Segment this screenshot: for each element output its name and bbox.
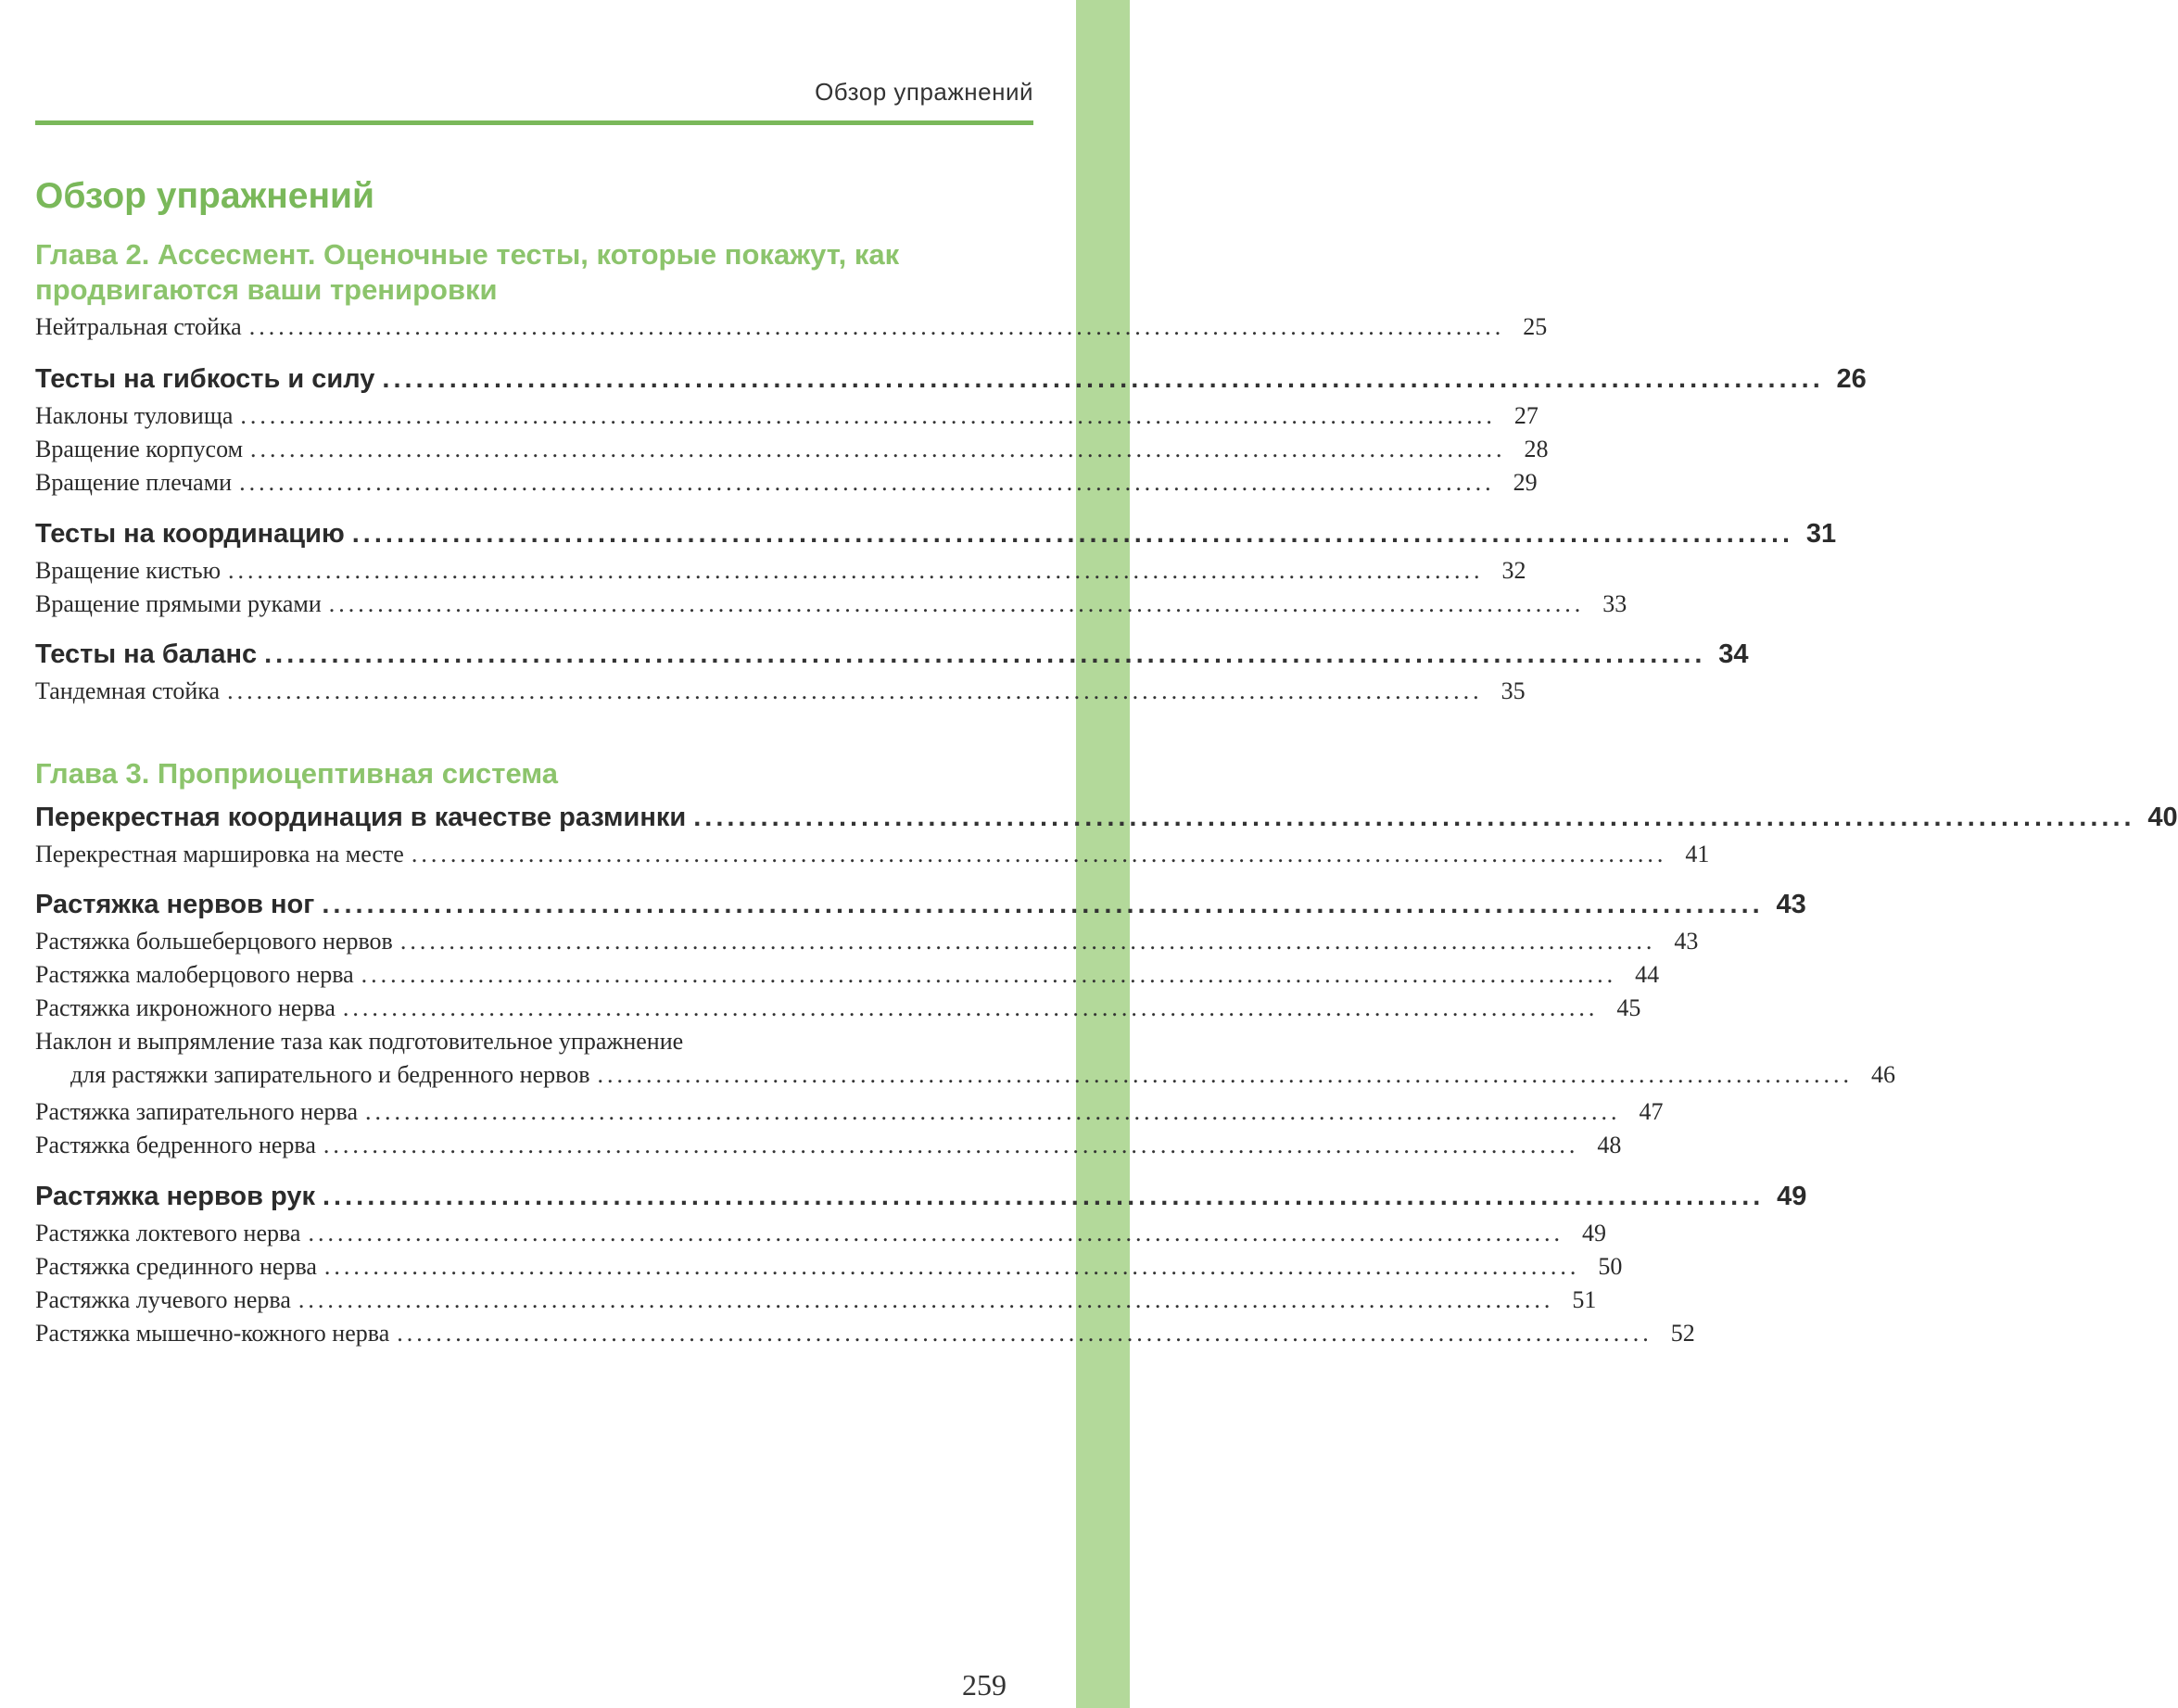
toc-entry-label: Перекрестная маршировка на месте xyxy=(35,841,404,867)
toc-entry-page: 52 xyxy=(1670,1320,1695,1347)
toc-section-page: 34 xyxy=(1718,639,1749,669)
toc-entry[interactable] xyxy=(35,677,1526,705)
toc-entry-page: 44 xyxy=(1635,961,1660,988)
toc-entry-label: Растяжка лучевого нерва xyxy=(35,1286,291,1313)
leader-dots: ................................................................................................................................. xyxy=(342,994,1599,1021)
toc-entry-page: 27 xyxy=(1513,402,1539,429)
toc-section[interactable] xyxy=(35,1182,1807,1212)
page-title: Обзор упражнений xyxy=(35,176,374,216)
leader-dots: ................................................................................................................................. xyxy=(264,639,1706,669)
toc-entry-label: Растяжка срединного нерва xyxy=(35,1253,317,1280)
toc-entry[interactable] xyxy=(35,1132,1622,1159)
running-head: Обзор упражнений xyxy=(815,78,1033,106)
toc-entry-label: Растяжка малоберцового нерва xyxy=(35,961,354,988)
toc-entry-label: Растяжка икроножного нерва xyxy=(35,994,336,1021)
toc-entry-page: 33 xyxy=(1602,590,1627,617)
toc-entry-label: Вращение кистью xyxy=(35,557,222,584)
toc-entry-label: Растяжка бедренного нерва xyxy=(35,1132,316,1158)
toc-entry-label: Растяжка большеберцового нервов xyxy=(35,928,393,955)
toc-entry-label: Вращение плечами xyxy=(35,469,233,496)
toc-entry[interactable] xyxy=(35,961,1660,989)
leader-dots: ................................................................................................................................. xyxy=(227,677,1483,704)
toc-entry[interactable] xyxy=(35,469,1538,497)
leader-dots: ................................................................................................................................. xyxy=(399,928,1656,955)
leader-dots: ................................................................................................................................. xyxy=(323,1132,1579,1158)
toc-entry-label: Растяжка мышечно-кожного нерва xyxy=(35,1320,390,1347)
leader-dots: ................................................................................................................................. xyxy=(323,1253,1580,1280)
toc-section[interactable] xyxy=(35,364,1867,395)
toc-section-page: 31 xyxy=(1805,519,1837,549)
leader-dots: ................................................................................................................................. xyxy=(382,364,1824,394)
toc-entry[interactable] xyxy=(35,1098,1664,1126)
toc-section-page: 26 xyxy=(1836,364,1867,394)
toc-entry-label: Вращение корпусом xyxy=(35,436,244,462)
toc-entry-label: Растяжка запирательного нерва xyxy=(35,1098,359,1125)
toc-entry-label: Растяжка локтевого нерва xyxy=(35,1220,301,1246)
leader-dots: ................................................................................................................................. xyxy=(397,1320,1652,1347)
toc-entry-page: 45 xyxy=(1616,994,1641,1021)
leader-dots: ................................................................................................................................. xyxy=(308,1220,1564,1246)
toc-section[interactable] xyxy=(35,803,2178,833)
toc-section-label: Тесты на баланс xyxy=(35,639,258,669)
toc-entry[interactable] xyxy=(35,1220,1606,1247)
toc-section[interactable] xyxy=(35,519,1837,550)
toc-entry-multiline[interactable] xyxy=(35,1028,1895,1089)
leader-dots: ................................................................................................................................. xyxy=(322,1182,1765,1211)
leader-dots: ................................................................................................................................. xyxy=(361,961,1617,988)
leader-dots: ................................................................................................................................. xyxy=(351,519,1794,549)
toc-entry-label: Нейтральная стойка xyxy=(35,313,242,340)
toc-entry[interactable] xyxy=(35,402,1539,430)
leader-dots: ................................................................................................................................. xyxy=(239,469,1495,496)
toc-entry-page: 28 xyxy=(1524,436,1549,462)
toc-entry[interactable] xyxy=(35,557,1526,585)
leader-dots: ................................................................................................................................. xyxy=(597,1061,1853,1088)
leader-dots: ................................................................................................................................. xyxy=(322,890,1764,919)
toc-entry-page: 35 xyxy=(1501,677,1526,704)
toc-entry[interactable] xyxy=(35,436,1549,463)
toc-entry[interactable] xyxy=(35,1253,1623,1281)
page-number: 259 xyxy=(962,1668,1007,1702)
toc-entry[interactable] xyxy=(35,994,1641,1022)
leader-dots: ................................................................................................................................. xyxy=(248,313,1505,340)
toc-section-label: Растяжка нервов рук xyxy=(35,1182,315,1211)
leader-dots: ................................................................................................................................. xyxy=(411,841,1667,867)
toc-entry-label-continued: для растяжки запирательного и бедренного нервов xyxy=(70,1061,590,1088)
toc-section-label: Растяжка нервов ног xyxy=(35,890,315,919)
toc-entry[interactable] xyxy=(35,841,1710,868)
toc-section-label: Тесты на гибкость и силу xyxy=(35,364,375,394)
header-rule xyxy=(35,120,1033,125)
toc-entry[interactable] xyxy=(35,1320,1695,1347)
toc-entry-page: 51 xyxy=(1572,1286,1597,1313)
toc-entry-label: Наклон и выпрямление таза как подготовительное упражнение xyxy=(35,1028,684,1055)
toc-section-label: Тесты на координацию xyxy=(35,519,345,549)
toc-entry-page: 48 xyxy=(1597,1132,1622,1158)
toc-entry-page: 25 xyxy=(1523,313,1548,340)
toc-entry[interactable] xyxy=(35,590,1627,618)
toc-entry-page: 46 xyxy=(1871,1061,1895,1088)
toc-entry[interactable] xyxy=(35,1286,1597,1314)
toc-section-page: 40 xyxy=(2147,803,2178,832)
toc-section-page: 43 xyxy=(1776,890,1806,919)
leader-dots: ................................................................................................................................. xyxy=(365,1098,1621,1125)
leader-dots: ................................................................................................................................. xyxy=(328,590,1585,617)
toc-entry-label: Вращение прямыми руками xyxy=(35,590,322,617)
chapter-3-title: Глава 3. Проприоцептивная система xyxy=(35,757,559,790)
toc-entry-page: 32 xyxy=(1501,557,1526,584)
toc-entry-continuation xyxy=(35,1061,1895,1089)
toc-entry-page: 47 xyxy=(1639,1098,1664,1125)
toc-section[interactable] xyxy=(35,890,1806,920)
toc-section-page: 49 xyxy=(1777,1182,1807,1211)
leader-dots: ................................................................................................................................. xyxy=(228,557,1484,584)
toc-entry[interactable] xyxy=(35,928,1699,955)
toc-section[interactable] xyxy=(35,639,1749,670)
toc-entry-page: 50 xyxy=(1598,1253,1623,1280)
toc-entry-label: Наклоны туловища xyxy=(35,402,234,429)
leader-dots: ................................................................................................................................. xyxy=(693,803,2135,832)
toc-entry[interactable] xyxy=(35,313,1548,341)
toc-entry-label: Тандемная стойка xyxy=(35,677,221,704)
leader-dots: ................................................................................................................................. xyxy=(240,402,1496,429)
toc-entry-page: 41 xyxy=(1685,841,1710,867)
leader-dots: ................................................................................................................................. xyxy=(250,436,1506,462)
toc-section-label: Перекрестная координация в качестве разминки xyxy=(35,803,687,832)
chapter-2-title: Глава 2. Ассесмент. Оценочные тесты, которые покажут, как продвигаются ваши тренировки xyxy=(35,238,900,306)
toc-entry-page: 29 xyxy=(1513,469,1538,496)
toc-entry-page: 49 xyxy=(1581,1220,1606,1246)
toc-entry-page: 43 xyxy=(1674,928,1699,955)
leader-dots: ................................................................................................................................. xyxy=(298,1286,1554,1313)
